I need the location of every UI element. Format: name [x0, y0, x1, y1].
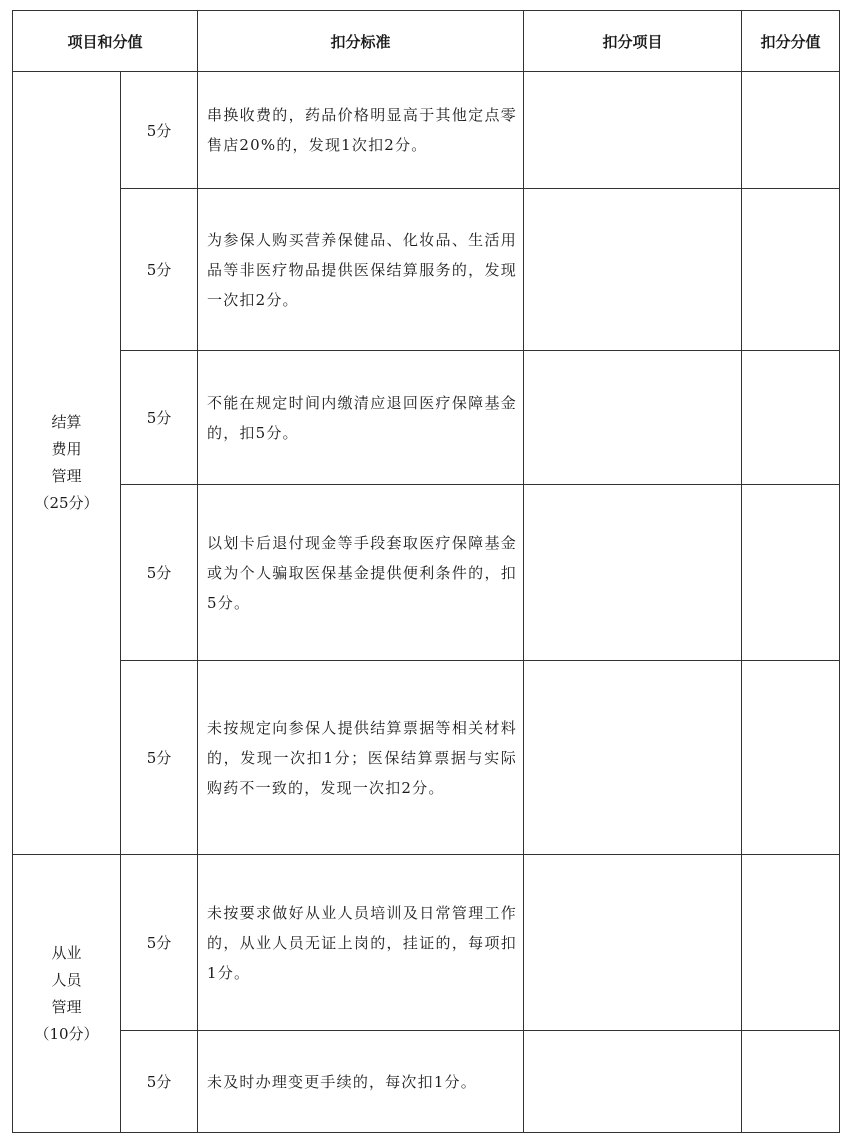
- deduction-value-cell[interactable]: [742, 855, 840, 1031]
- table-row: [13, 1031, 840, 1133]
- criteria-cell: 不能在规定时间内缴清应退回医疗保障基金的，扣5分。: [198, 351, 524, 485]
- criteria-cell: 以划卡后退付现金等手段套取医疗保障基金或为个人骗取医保基金提供便利条件的，扣5分。: [198, 485, 524, 661]
- table-row: [13, 72, 840, 189]
- points-cell: 5分: [121, 72, 198, 189]
- points-cell: 5分: [121, 661, 198, 855]
- deduction-item-cell[interactable]: [524, 485, 742, 661]
- deduction-item-cell[interactable]: [524, 1031, 742, 1133]
- criteria-cell: 串换收费的，药品价格明显高于其他定点零售店20%的，发现1次扣2分。: [198, 72, 524, 189]
- deduction-item-cell[interactable]: [524, 72, 742, 189]
- header-row: [13, 11, 840, 72]
- deduction-value-cell[interactable]: [742, 351, 840, 485]
- points-cell: 5分: [121, 351, 198, 485]
- deduction-value-cell[interactable]: [742, 72, 840, 189]
- deduction-value-cell[interactable]: [742, 1031, 840, 1133]
- category-line: 管理: [51, 467, 82, 485]
- header-criteria: 扣分标准: [198, 11, 524, 72]
- table-row: [13, 485, 840, 661]
- header-deduction-value: 扣分分值: [742, 11, 840, 72]
- category-line: （10分）: [34, 1024, 99, 1043]
- deduction-item-cell[interactable]: [524, 661, 742, 855]
- deduction-item-cell[interactable]: [524, 855, 742, 1031]
- deduction-item-cell[interactable]: [524, 351, 742, 485]
- header-deduction-item: 扣分项目: [524, 11, 742, 72]
- table-row: [13, 661, 840, 855]
- header-category: 项目和分值: [13, 11, 198, 72]
- criteria-cell: 未按规定向参保人提供结算票据等相关材料的，发现一次扣1分；医保结算票据与实际购药不一致的，发现一次扣2分。: [198, 661, 524, 855]
- category-line: （25分）: [34, 494, 99, 512]
- points-cell: 5分: [121, 1031, 198, 1133]
- deduction-value-cell[interactable]: [742, 189, 840, 351]
- table-row: [13, 351, 840, 485]
- table-row: [13, 855, 840, 1031]
- category-line: 管理: [51, 997, 82, 1016]
- points-cell: 5分: [121, 855, 198, 1031]
- category-line: 人员: [51, 970, 82, 989]
- category-line: 费用: [51, 440, 82, 458]
- scoring-table: [12, 10, 840, 1133]
- deduction-item-cell[interactable]: [524, 189, 742, 351]
- deduction-value-cell[interactable]: [742, 661, 840, 855]
- points-cell: 5分: [121, 485, 198, 661]
- deduction-value-cell[interactable]: [742, 485, 840, 661]
- criteria-cell: 为参保人购买营养保健品、化妆品、生活用品等非医疗物品提供医保结算服务的，发现一次扣2分。: [198, 189, 524, 351]
- category-cell-settlement: [13, 72, 121, 855]
- criteria-cell: 未按要求做好从业人员培训及日常管理工作的，从业人员无证上岗的，挂证的，每项扣1分。: [198, 855, 524, 1031]
- points-cell: 5分: [121, 189, 198, 351]
- category-line: 结算: [51, 413, 82, 431]
- table-row: [13, 189, 840, 351]
- criteria-cell: 未及时办理变更手续的，每次扣1分。: [198, 1031, 524, 1133]
- category-line: 从业: [51, 943, 82, 962]
- category-cell-staff: [13, 855, 121, 1133]
